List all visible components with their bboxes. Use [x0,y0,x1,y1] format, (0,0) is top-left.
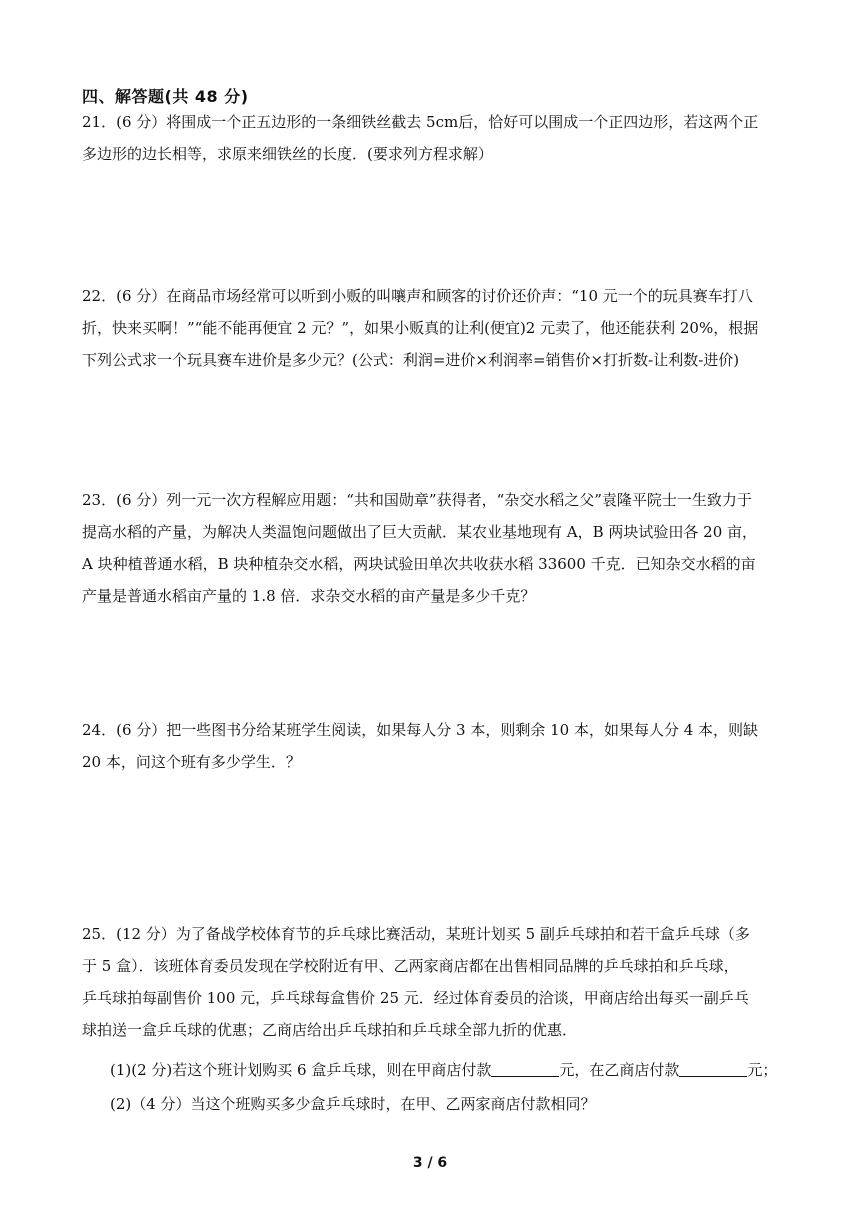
question-22-line-2: 折，快来买啊！”“能不能再便宜 2 元？”，如果小贩真的让利(便宜)2 元卖了，他还能获利 20%，根据 [82,319,759,337]
question-23-line-4: 产量是普通水稻亩产量的 1.8 倍．求杂交水稻的亩产量是多少千克？ [82,587,536,605]
question-23 [82,484,782,612]
question-25 [82,918,782,1046]
question-23-line-2: 提高水稻的产量，为解决人类温饱问题做出了巨大贡献．某农业基地现有 A，B 两块试验田各 20 亩， [82,523,758,541]
question-24-line-2: 20 本，问这个班有多少学生．？ [82,753,301,771]
question-25-part-1-text-b: 元，在乙商店付款 [559,1061,680,1079]
question-24-line-1: 24．(6 分）把一些图书分给某班学生阅读，如果每人分 3 本，则剩余 10 本，如果每人分 4 本，则缺 [82,721,759,739]
question-22 [82,280,782,376]
question-22-line-1: 22．(6 分）在商品市场经常可以听到小贩的叫嚷声和顾客的讨价还价声：“10 元一个的玩具赛车打八 [82,287,753,305]
question-25-line-1: 25．(12 分）为了备战学校体育节的乒乓球比赛活动，某班计划买 5 副乒乓球拍和若干盒乒乓球（多 [82,925,750,943]
question-22-line-3: 下列公式求一个玩具赛车进价是多少元？(公式：利润=进价×利润率=销售价×打折数-让利数-进价) [82,351,740,369]
answer-blank-1[interactable] [491,1058,559,1077]
answer-blank-2[interactable] [679,1058,747,1077]
question-23-line-1: 23．(6 分）列一元一次方程解应用题：“共和国勋章”获得者，“杂交水稻之父”袁隆平院士一生致力于 [82,491,752,509]
question-25-part-1-text-a: (1)(2 分)若这个班计划购买 6 盒乒乓球，则在甲商店付款 [110,1061,492,1079]
question-23-line-3: A 块种植普通水稻，B 块种植杂交水稻，两块试验田单次共收获水稻 33600 千克．已知杂交水稻的亩 [82,555,756,573]
section-title: 四、解答题(共 48 分) [82,87,249,106]
question-21-line-1: 21．(6 分）将围成一个正五边形的一条细铁丝截去 5cm后，恰好可以围成一个正四边形，若这两个正 [82,113,759,131]
page-number: 3 / 6 [412,1155,448,1171]
question-21-line-2: 多边形的边长相等，求原来细铁丝的长度．(要求列方程求解） [82,145,493,163]
question-25-part-2: (2)（4 分）当这个班购买多少盒乒乓球时，在甲、乙两家商店付款相同？ [110,1095,596,1113]
question-25-part-1-text-c: 元； [747,1061,778,1079]
question-24 [82,714,782,778]
question-25-part-1 [110,1054,777,1086]
question-25-line-4: 球拍送一盒乒乓球的优惠；乙商店给出乒乓球拍和乒乓球全部九折的优惠． [82,1021,578,1039]
question-21 [82,106,782,170]
question-25-line-3: 乒乓球拍每副售价 100 元，乒乓球每盒售价 25 元．经过体育委员的洽谈，甲商店给出每买一副乒乓 [82,989,749,1007]
question-25-line-2: 于 5 盒）．该班体育委员发现在学校附近有甲、乙两家商店都在出售相同品牌的乒乓球拍和乒乓球， [82,957,739,975]
